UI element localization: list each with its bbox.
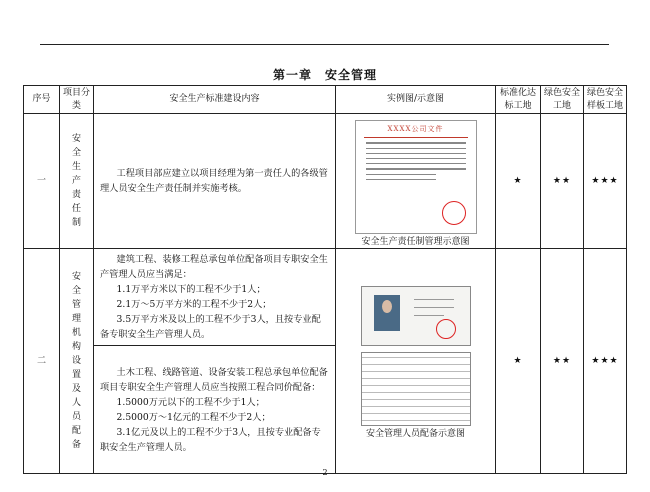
header-category: 项目分类 xyxy=(60,86,94,114)
page-number: 2 xyxy=(322,468,328,477)
row-category: 安全管理机构设置及人员配备 xyxy=(60,249,94,474)
example-cell xyxy=(336,114,496,249)
row-number: 一 xyxy=(24,114,60,249)
row-number: 二 xyxy=(24,249,60,474)
seal-stamp xyxy=(442,201,466,225)
header-rule xyxy=(40,44,609,45)
table-row xyxy=(24,249,627,346)
model-stars: ★★★ xyxy=(584,114,627,249)
header-model: 绿色安全样板工地 xyxy=(584,86,627,114)
header-example: 实例图/示意图 xyxy=(336,86,496,114)
image-caption: 安全管理人员配备示意图 xyxy=(365,429,465,440)
row-content: 工程项目部应建立以项目经理为第一责任人的各级管理人员安全生产责任制并实施考核。 xyxy=(94,114,336,249)
standard-stars: ★ xyxy=(496,249,541,474)
table-header-row xyxy=(24,86,627,114)
table-row xyxy=(24,114,627,249)
model-stars: ★★★ xyxy=(584,249,627,474)
header-standard: 标准化达标工地 xyxy=(496,86,541,114)
portrait-photo xyxy=(374,295,400,331)
green-stars: ★★ xyxy=(541,249,584,474)
seal-stamp xyxy=(436,319,456,339)
staffing-form-image xyxy=(361,352,471,426)
responsibility-document-image: XXXX公司文件 xyxy=(355,120,477,234)
standard-stars: ★ xyxy=(496,114,541,249)
header-no: 序号 xyxy=(24,86,60,114)
example-cell xyxy=(336,249,496,474)
row-category: 安全生产责任制 xyxy=(60,114,94,249)
header-green: 绿色安全工地 xyxy=(541,86,584,114)
row-content-block-2: 土木工程、线路管道、设备安装工程总承包单位配备项目专职安全生产管理人员应当按照工程合同价配备： 1.5000万元以下的工程不少于1人； 2.5000万～1亿元的工程不少于2人； 3.1亿元及以上的工程不少于3人，且按专业配备专职安全生产管理人员。 xyxy=(94,346,336,474)
green-stars: ★★ xyxy=(541,114,584,249)
row-content-block-1: 建筑工程、装修工程总承包单位配备项目专职安全生产管理人员应当满足： 1.1万平方米以下的工程不少于1人； 2.1万～5万平方米的工程不少于2人； 3.5万平方米及以上的工程不少于3人，且按专业配备专职安全生产管理人员。 xyxy=(94,249,336,346)
header-content: 安全生产标准建设内容 xyxy=(94,86,336,114)
standards-table xyxy=(23,85,627,474)
image-caption: 安全生产责任制管理示意图 xyxy=(361,237,470,247)
certificate-image xyxy=(361,286,471,346)
chapter-title: 第一章 安全管理 xyxy=(272,68,377,82)
